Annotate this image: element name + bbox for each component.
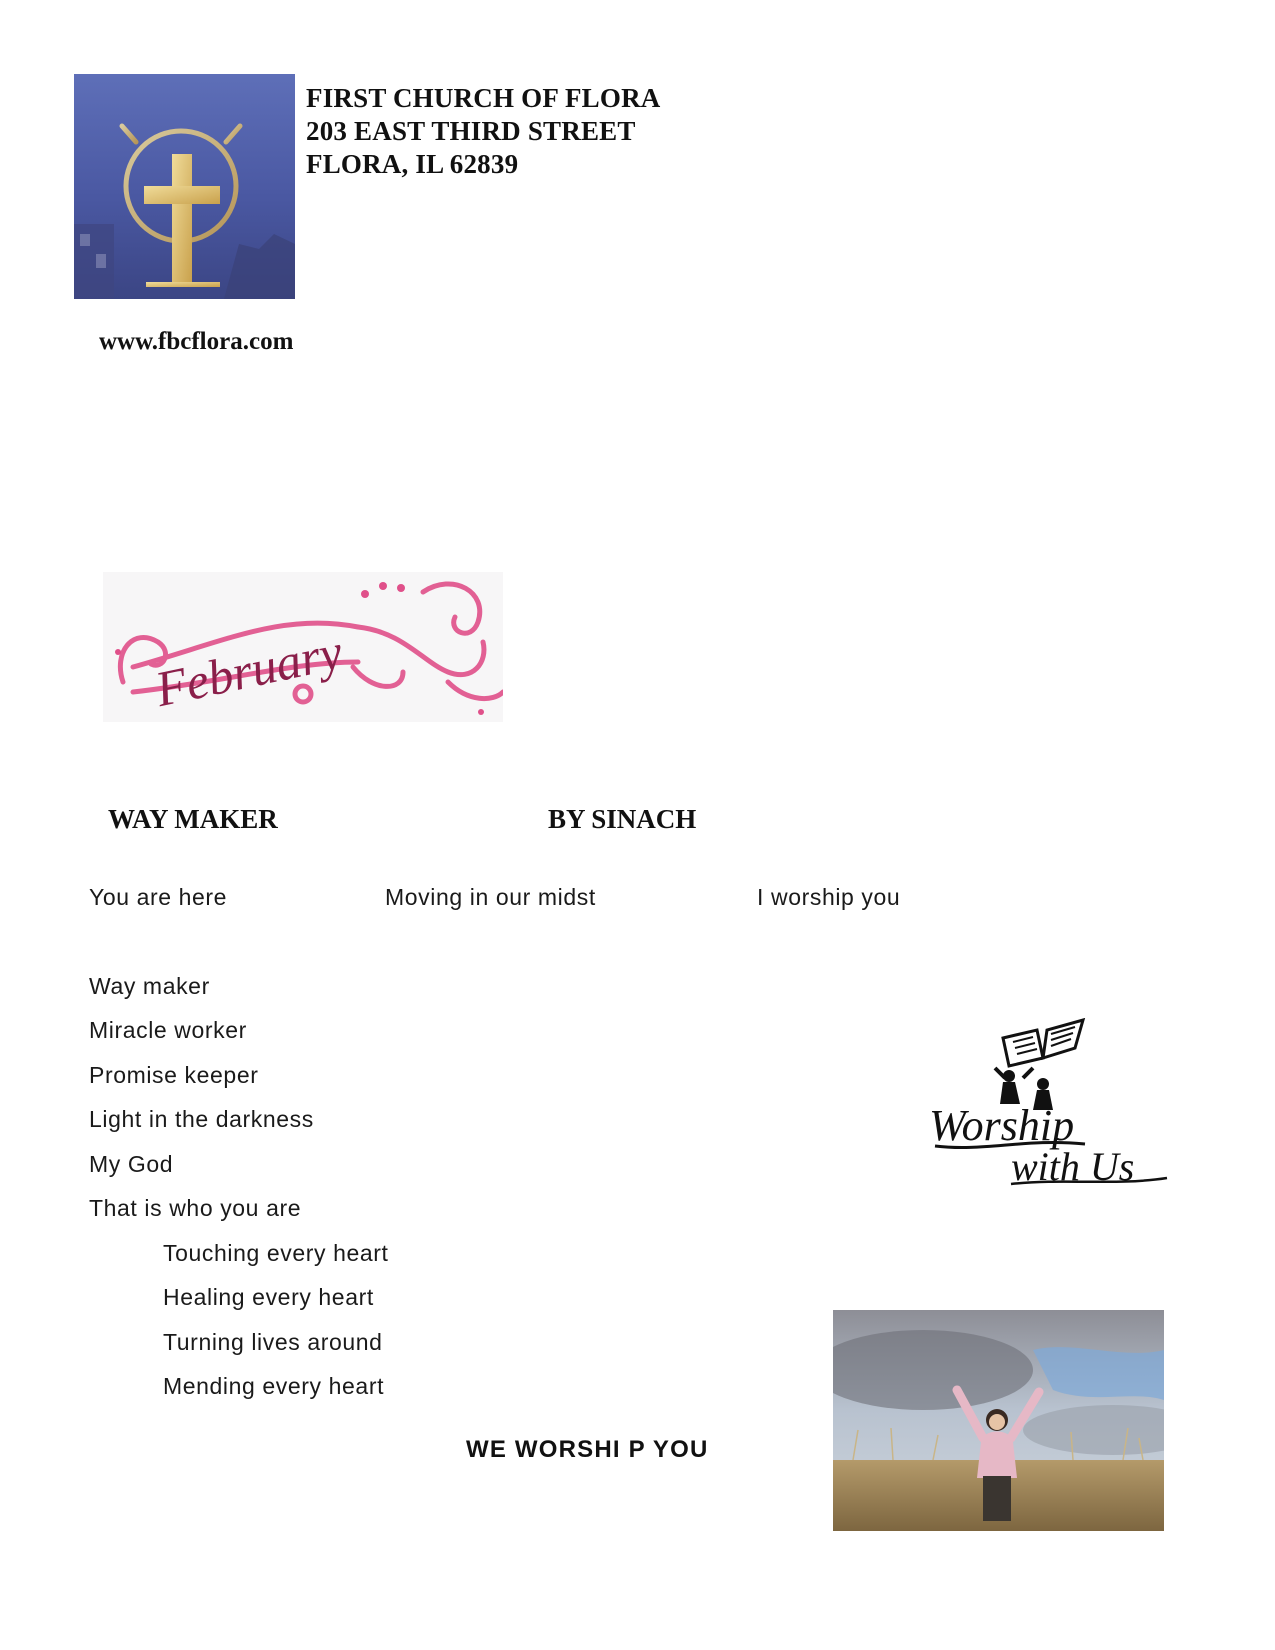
child-worship-photo bbox=[833, 1310, 1164, 1531]
song-title: WAY MAKER bbox=[108, 804, 278, 834]
worship-text: Worship bbox=[929, 1101, 1075, 1150]
cross-sun-icon bbox=[74, 74, 295, 299]
lyric-line: That is who you are bbox=[89, 1195, 302, 1221]
church-logo bbox=[74, 74, 295, 299]
lyric-line: Turning lives around bbox=[163, 1329, 383, 1355]
worship-with-us-clipart bbox=[925, 1018, 1175, 1186]
church-name: FIRST CHURCH OF FLORA bbox=[306, 83, 661, 113]
with-us-text: with Us bbox=[1011, 1144, 1135, 1186]
church-city: FLORA, IL 62839 bbox=[306, 149, 519, 179]
lyric-line: Touching every heart bbox=[163, 1240, 389, 1266]
lyric-line: Moving in our midst bbox=[385, 884, 596, 910]
lyric-line: Healing every heart bbox=[163, 1284, 374, 1310]
lyric-line: Way maker bbox=[89, 973, 210, 999]
church-website: www.fbcflora.com bbox=[99, 328, 294, 355]
open-bible-icon bbox=[1003, 1020, 1083, 1066]
lyric-line: Promise keeper bbox=[89, 1062, 259, 1088]
church-street: 203 EAST THIRD STREET bbox=[306, 116, 636, 146]
february-text: February bbox=[150, 623, 347, 718]
lyric-line: My God bbox=[89, 1151, 174, 1177]
lyric-line: Miracle worker bbox=[89, 1017, 247, 1043]
song-author: BY SINACH bbox=[548, 804, 697, 834]
lyric-line: I worship you bbox=[757, 884, 901, 910]
lyric-line: Mending every heart bbox=[163, 1373, 385, 1399]
closing-line: WE WORSHI P YOU bbox=[466, 1436, 709, 1463]
lyric-line: You are here bbox=[89, 884, 228, 910]
lyric-line: Light in the darkness bbox=[89, 1106, 314, 1132]
february-banner bbox=[103, 572, 503, 722]
